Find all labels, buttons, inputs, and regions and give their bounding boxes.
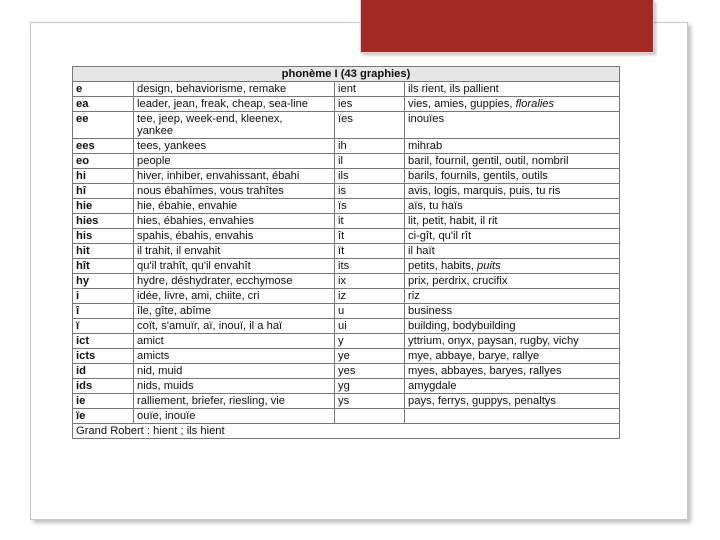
grapheme-cell: il — [335, 154, 405, 169]
example-text: île, gîte, abîme — [137, 305, 212, 317]
example-cell — [405, 112, 620, 139]
table-row — [73, 304, 620, 319]
table-row — [73, 184, 620, 199]
table-row — [73, 334, 620, 349]
grapheme-cell: hies — [73, 214, 134, 229]
example-cell — [405, 82, 620, 97]
grapheme-cell: ih — [335, 139, 405, 154]
grapheme-cell: ï — [73, 319, 134, 334]
example-text: design, behaviorisme, remake — [137, 83, 287, 95]
example-cell — [405, 229, 620, 244]
grapheme-cell: ye — [335, 349, 405, 364]
grapheme-cell: hît — [73, 259, 134, 274]
table-row — [73, 394, 620, 409]
example-cell — [405, 364, 620, 379]
example-cell — [405, 154, 620, 169]
example-cell — [405, 184, 620, 199]
accent-tab — [360, 0, 654, 53]
table-row — [73, 289, 620, 304]
grapheme-cell: his — [73, 229, 134, 244]
example-text-italic: puits — [477, 260, 501, 272]
example-cell — [134, 259, 335, 274]
table-row — [73, 82, 620, 97]
example-cell — [134, 364, 335, 379]
grapheme-cell: hî — [73, 184, 134, 199]
grapheme-cell: hie — [73, 199, 134, 214]
grapheme-cell: ie — [73, 394, 134, 409]
example-text: petits, habits, — [408, 260, 474, 272]
grapheme-cell: yg — [335, 379, 405, 394]
table-row — [73, 97, 620, 112]
example-text: il haït — [408, 245, 435, 257]
example-cell — [405, 169, 620, 184]
grapheme-cell: ee — [73, 112, 134, 139]
example-text: ouïe, inouïe — [137, 410, 196, 422]
grapheme-cell: id — [73, 364, 134, 379]
example-cell — [134, 214, 335, 229]
example-text: idée, livre, ami, chiite, cri — [137, 290, 260, 302]
example-cell — [405, 199, 620, 214]
example-text: hies, ébahies, envahies — [137, 215, 254, 227]
example-text: amict — [137, 335, 164, 347]
table-row — [73, 274, 620, 289]
example-cell — [134, 349, 335, 364]
example-text: hie, ébahie, envahie — [137, 200, 238, 212]
example-text: amicts — [137, 350, 170, 362]
grapheme-cell: î — [73, 304, 134, 319]
grapheme-cell: ids — [73, 379, 134, 394]
grapheme-cell: ïs — [335, 199, 405, 214]
example-text: prix, perdrix, crucifix — [408, 275, 508, 287]
example-cell — [405, 409, 620, 424]
example-cell — [134, 199, 335, 214]
example-text: aïs, tu haïs — [408, 200, 463, 212]
grapheme-cell: ix — [335, 274, 405, 289]
example-text: coït, s'amuïr, aï, inouï, il a haï — [137, 320, 283, 332]
grapheme-cell: e — [73, 82, 134, 97]
grapheme-cell: it — [335, 214, 405, 229]
table-row — [73, 349, 620, 364]
example-cell — [405, 139, 620, 154]
grapheme-cell: ies — [335, 97, 405, 112]
example-text: qu'il trahît, qu'il envahît — [137, 260, 251, 272]
grapheme-cell: yes — [335, 364, 405, 379]
example-text: nous ébahîmes, vous trahîtes — [137, 185, 284, 197]
grapheme-cell: ees — [73, 139, 134, 154]
grapheme-cell: icts — [73, 349, 134, 364]
example-text: hydre, déshydrater, ecchymose — [137, 275, 293, 287]
example-text: nids, muids — [137, 380, 194, 392]
grapheme-cell — [335, 409, 405, 424]
example-cell — [134, 184, 335, 199]
table-row — [73, 154, 620, 169]
example-text: hiver, inhiber, envahissant, ébahi — [137, 170, 300, 182]
table-row — [73, 409, 620, 424]
example-text: barils, fournils, gentils, outils — [408, 170, 548, 182]
example-cell — [405, 274, 620, 289]
table-row — [73, 214, 620, 229]
example-text: building, bodybuilding — [408, 320, 516, 332]
grapheme-cell: i — [73, 289, 134, 304]
table-row — [73, 139, 620, 154]
example-text: pays, ferrys, guppys, penaltys — [408, 395, 556, 407]
grapheme-cell: ît — [335, 229, 405, 244]
example-cell — [405, 334, 620, 349]
grapheme-cell: ea — [73, 97, 134, 112]
example-cell — [134, 409, 335, 424]
example-text: nid, muid — [137, 365, 183, 377]
example-text: lit, petit, habit, il rit — [408, 215, 498, 227]
grapheme-cell: its — [335, 259, 405, 274]
grapheme-cell: hi — [73, 169, 134, 184]
grapheme-cell: is — [335, 184, 405, 199]
example-cell — [134, 169, 335, 184]
example-text: mye, abbaye, barye, rallye — [408, 350, 540, 362]
grapheme-cell: iz — [335, 289, 405, 304]
table-row — [73, 259, 620, 274]
example-cell — [134, 112, 335, 139]
example-text: tee, jeep, week-end, kleenex, — [137, 113, 283, 125]
grapheme-cell: ict — [73, 334, 134, 349]
grapheme-cell: eo — [73, 154, 134, 169]
example-text: business — [408, 305, 453, 317]
example-text: ils rient, ils pallient — [408, 83, 499, 95]
example-text: yttrium, onyx, paysan, rugby, vichy — [408, 335, 579, 347]
example-text: inouïes — [408, 113, 445, 125]
table-header-row — [73, 67, 620, 82]
table-footer-note: Grand Robert : hient ; ils hient — [73, 424, 620, 439]
example-text: tees, yankees — [137, 140, 207, 152]
grapheme-cell: u — [335, 304, 405, 319]
grapheme-cell: ient — [335, 82, 405, 97]
table-row — [73, 199, 620, 214]
table-row — [73, 364, 620, 379]
example-text: ralliement, briefer, riesling, vie — [137, 395, 285, 407]
example-text: avis, logis, marquis, puis, tu ris — [408, 185, 561, 197]
example-text: leader, jean, freak, cheap, sea-line — [137, 98, 309, 110]
grapheme-cell: hy — [73, 274, 134, 289]
example-cell — [405, 214, 620, 229]
table-row — [73, 319, 620, 334]
grapheme-cell: ïes — [335, 112, 405, 139]
example-cell — [134, 319, 335, 334]
example-cell — [134, 154, 335, 169]
example-text: il trahit, il envahit — [137, 245, 221, 257]
example-text: myes, abbayes, baryes, rallyes — [408, 365, 562, 377]
table-title: phonème I (43 graphies) — [73, 67, 620, 82]
example-cell — [134, 394, 335, 409]
example-text: mihrab — [408, 140, 443, 152]
example-cell — [134, 274, 335, 289]
grapheme-cell: ys — [335, 394, 405, 409]
example-cell — [134, 229, 335, 244]
table-row — [73, 379, 620, 394]
example-text: riz — [408, 290, 420, 302]
grapheme-cell: ils — [335, 169, 405, 184]
grapheme-cell: ït — [335, 244, 405, 259]
example-cell — [134, 82, 335, 97]
table-row — [73, 229, 620, 244]
grapheme-table — [72, 66, 620, 439]
table-row — [73, 169, 620, 184]
example-text-italic: floralies — [515, 98, 555, 110]
example-cell — [134, 244, 335, 259]
example-cell — [405, 394, 620, 409]
example-text: baril, fournil, gentil, outil, nombril — [408, 155, 569, 167]
example-cell — [134, 379, 335, 394]
example-text: people — [137, 155, 171, 167]
example-cell — [405, 244, 620, 259]
example-cell — [134, 289, 335, 304]
grapheme-cell: hit — [73, 244, 134, 259]
grapheme-cell: ïe — [73, 409, 134, 424]
example-cell — [405, 304, 620, 319]
example-cell — [134, 139, 335, 154]
example-cell — [405, 379, 620, 394]
example-cell — [134, 97, 335, 112]
example-text: spahis, ébahis, envahis — [137, 230, 254, 242]
example-text-continued: yankee — [137, 125, 174, 137]
example-cell — [405, 319, 620, 334]
table-footer-row — [73, 424, 620, 439]
example-cell — [405, 349, 620, 364]
example-cell — [405, 289, 620, 304]
example-text: vies, amies, guppies, — [408, 98, 513, 110]
example-cell — [134, 304, 335, 319]
grapheme-cell: ui — [335, 319, 405, 334]
table-row — [73, 244, 620, 259]
example-cell — [405, 97, 620, 112]
example-text: ci-gît, qu'il rît — [408, 230, 472, 242]
example-text: amygdale — [408, 380, 457, 392]
example-cell — [405, 259, 620, 274]
table-row — [73, 112, 620, 139]
grapheme-cell: y — [335, 334, 405, 349]
example-cell — [134, 334, 335, 349]
